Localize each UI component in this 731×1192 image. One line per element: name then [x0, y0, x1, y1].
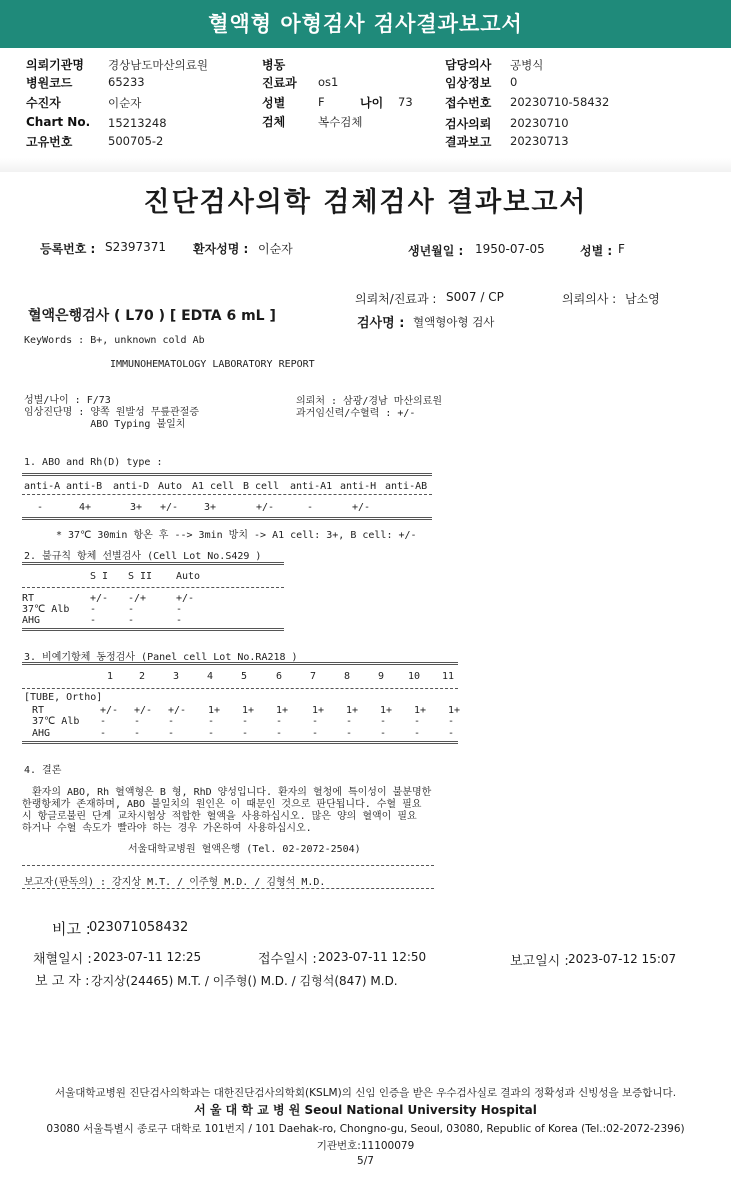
report-value: 2023-07-12 15:07	[568, 952, 677, 966]
header-field-value: 0	[510, 75, 518, 89]
panel-header-cell: 1	[107, 671, 114, 682]
panel-cell: -	[380, 728, 387, 739]
panel-cell: -	[276, 716, 283, 727]
header-field-label: 담당의사	[445, 58, 492, 72]
header-field-value: 500705-2	[108, 134, 164, 148]
collect-label: 채혈일시 :	[33, 952, 92, 967]
panel-header-cell: 2	[139, 671, 146, 682]
header-field-label: 임상정보	[445, 76, 492, 90]
panel-cell: -	[346, 728, 353, 739]
conclusion-line: 환자의 ABO, Rh 혈액형은 B 형, RhD 양성입니다. 환자의 혈청에 특이성이 불분명한	[32, 787, 432, 798]
panel-cell: -	[312, 716, 319, 727]
screen-header-cell: Auto	[176, 571, 201, 582]
screen-cell: +/-	[90, 593, 109, 604]
panel-cell: -	[448, 728, 455, 739]
header-field-label: 검사의뢰	[445, 117, 492, 131]
rule	[22, 628, 284, 631]
abo-header-cell: anti-H	[340, 481, 377, 492]
header-field-label: 성별	[262, 96, 286, 110]
panel-header-cell: 8	[344, 671, 351, 682]
rule	[22, 865, 434, 866]
header-field-label: 검체	[262, 115, 286, 129]
info-history: 과거임신력/수혈력 : +/-	[296, 408, 416, 419]
header-field-value: 20230713	[510, 134, 569, 148]
dob-value: 1950-07-05	[475, 242, 545, 256]
remark-label: 비고 :	[52, 920, 91, 938]
rule	[22, 888, 434, 889]
panel-cell: 1+	[312, 705, 325, 716]
header-field-label: 고유번호	[26, 135, 73, 149]
abo-value-cell: 4+	[79, 502, 92, 513]
panel-header-cell: 6	[276, 671, 283, 682]
panel-cell: -	[100, 716, 107, 727]
panel-cell: 1+	[380, 705, 393, 716]
page-number: 5/7	[357, 1155, 374, 1167]
dept-label: 의뢰처/진료과 :	[355, 292, 437, 306]
section1-title: 1. ABO and Rh(D) type :	[24, 457, 163, 468]
panel-cell: -	[380, 716, 387, 727]
panel-cell: -	[208, 716, 215, 727]
lab-title: IMMUNOHEMATOLOGY LABORATORY REPORT	[110, 359, 315, 370]
conclusion-line: 시 항글로불린 단계 교차시험상 적합한 혈액을 사용하십시오. 많은 양의 혈액이 필요	[22, 811, 417, 822]
patient-label: 환자성명 :	[193, 242, 249, 256]
hospital-name: 서 울 대 학 교 병 원 Seoul National University Hospital	[194, 1103, 537, 1117]
header-field-value: 65233	[108, 75, 145, 89]
blood-bank: 서울대학교병원 혈액은행 (Tel. 02-2072-2504)	[128, 844, 361, 855]
screen-cell: -	[176, 615, 183, 626]
panel-header-cell: 5	[241, 671, 248, 682]
dept-value: S007 / CP	[446, 290, 504, 304]
panel-cell: +/-	[134, 705, 153, 716]
header-field-label: Chart No.	[26, 115, 91, 129]
header-field-value: 73	[398, 95, 413, 109]
info-referrer: 의뢰처 : 삼광/경남 마산의료원	[296, 396, 443, 407]
header-field-label: 결과보고	[445, 135, 492, 149]
header-field-label: 나이	[360, 96, 384, 110]
screen-row-label: RT	[22, 593, 35, 604]
header-field-value: 경상남도마산의료원	[108, 58, 208, 72]
abo-value-cell: -	[307, 502, 314, 513]
hospital-address: 03080 서울특별시 종로구 대학로 101번지 / 101 Daehak-ro, Chongno-gu, Seoul, 03080, Republic of Korea (Tel.:02-2072-2396)	[46, 1123, 685, 1135]
screen-header-cell: S II	[128, 571, 153, 582]
panel-cell: -	[242, 728, 249, 739]
panel-cell: -	[414, 728, 421, 739]
header-field-value: 20230710	[510, 116, 569, 130]
panel-cell: 1+	[242, 705, 255, 716]
panel-cell: 1+	[414, 705, 427, 716]
report-label: 보고일시 :	[510, 954, 569, 969]
panel-header-cell: 4	[207, 671, 214, 682]
reporter-line: 보고자(판독의) : 강지상 M.T. / 이주형 M.D. / 김형석 M.D.	[24, 877, 326, 888]
panel-cell: +/-	[168, 705, 187, 716]
panel-row-label: AHG	[32, 728, 51, 739]
header-field-label: 수진자	[26, 96, 61, 110]
screen-row-label: 37℃ Alb	[22, 604, 70, 615]
reporter-value: 강지상(24465) M.T. / 이주형() M.D. / 김형석(847) M.D.	[91, 974, 398, 988]
keywords: KeyWords : B+, unknown cold Ab	[24, 335, 205, 346]
abo-note: * 37℃ 30min 항온 후 --> 3min 방치 -> A1 cell: 3+, B cell: +/-	[56, 530, 417, 541]
abo-header-cell: anti-D	[113, 481, 150, 492]
panel-cell: -	[134, 716, 141, 727]
panel-header-cell: 7	[310, 671, 317, 682]
conclusion-line: 한랭항체가 존재하며, ABO 불일치의 원인은 이 때문인 것으로 판단됩니다. 수혈 필요	[22, 799, 422, 810]
abo-value-cell: +/-	[256, 502, 275, 513]
info-diagnosis: 임상진단명 : 양쪽 원발성 무릎관절증	[24, 407, 200, 418]
header-field-value: 공병식	[510, 58, 544, 72]
rule	[22, 517, 432, 520]
cert-statement: 서울대학교병원 진단검사의학과는 대한진단검사의학회(KSLM)의 신임 인증을 받은 우수검사실로 결과의 정확성과 신빙성을 보증합니다.	[54, 1087, 677, 1099]
page-separator	[0, 158, 731, 172]
panel-cell: 1+	[208, 705, 221, 716]
screen-cell: -	[90, 615, 97, 626]
rule	[22, 662, 458, 665]
screen-cell: -	[90, 604, 97, 615]
screen-header-cell: S I	[90, 571, 109, 582]
header-field-value: 복수검체	[318, 115, 363, 129]
header-field-value: 이순자	[108, 96, 142, 110]
panel-cell: -	[276, 728, 283, 739]
abo-header-cell: anti-B	[66, 481, 103, 492]
panel-cell: -	[448, 716, 455, 727]
dob-label: 생년월일 :	[408, 244, 464, 258]
sex-label: 성별 :	[580, 244, 613, 258]
section2-title: 2. 불규칙 항체 선별검사 (Cell Lot No.S429 )	[24, 551, 262, 562]
rule	[22, 688, 458, 689]
info-sex-age: 성별/나이 : F/73	[24, 395, 111, 406]
panel-header-cell: 9	[378, 671, 385, 682]
rule	[22, 494, 432, 495]
panel-cell: -	[134, 728, 141, 739]
header-field-label: 접수번호	[445, 96, 492, 110]
patient-value: 이순자	[258, 242, 293, 256]
abo-header-cell: anti-AB	[385, 481, 428, 492]
screen-cell: -	[176, 604, 183, 615]
doctor-label: 의뢰의사 :	[562, 292, 617, 306]
screen-cell: -/+	[128, 593, 147, 604]
rule	[22, 562, 284, 565]
abo-header-cell: A1 cell	[192, 481, 235, 492]
panel-header-cell: 3	[173, 671, 180, 682]
receive-label: 접수일시 :	[258, 952, 317, 967]
header-field-label: 병동	[262, 58, 286, 72]
panel-row-label: 37℃ Alb	[32, 716, 80, 727]
abo-header-cell: Auto	[158, 481, 183, 492]
abo-value-cell: +/-	[160, 502, 179, 513]
header-field-label: 의뢰기관명	[26, 58, 84, 72]
abo-header-cell: B cell	[243, 481, 280, 492]
reg-value: S2397371	[105, 240, 167, 254]
screen-cell: -	[128, 615, 135, 626]
rule	[22, 741, 458, 744]
panel-cell: 1+	[448, 705, 461, 716]
report-title: 진단검사의학 검체검사 결과보고서	[143, 187, 588, 218]
panel-method: [TUBE, Ortho]	[24, 692, 103, 703]
screen-cell: +/-	[176, 593, 195, 604]
panel-header-cell: 10	[408, 671, 421, 682]
panel-cell: 1+	[276, 705, 289, 716]
page-title: 혈액형 아형검사 검사결과보고서	[208, 12, 523, 36]
header-field-value: os1	[318, 75, 339, 89]
test-name-label: 검사명 :	[357, 316, 405, 331]
header-field-value: F	[318, 95, 325, 109]
panel-cell: -	[346, 716, 353, 727]
sex-value: F	[618, 242, 625, 256]
abo-value-cell: 3+	[204, 502, 217, 513]
panel-cell: -	[168, 716, 175, 727]
header-field-label: 병원코드	[26, 76, 73, 90]
panel-cell: -	[312, 728, 319, 739]
agency-number: 기관번호:11100079	[316, 1140, 415, 1152]
panel-cell: -	[100, 728, 107, 739]
doctor-value: 남소영	[625, 292, 660, 306]
screen-cell: -	[128, 604, 135, 615]
panel-header-cell: 11	[442, 671, 455, 682]
header-field-value: 20230710-58432	[510, 95, 610, 109]
panel-cell: -	[168, 728, 175, 739]
abo-value-cell: +/-	[352, 502, 371, 513]
panel-cell: -	[414, 716, 421, 727]
abo-header-cell: anti-A	[24, 481, 61, 492]
header-field-value: 15213248	[108, 116, 167, 130]
collect-value: 2023-07-11 12:25	[93, 950, 202, 964]
abo-value-cell: -	[37, 502, 44, 513]
conclusion-line: 하거나 수혈 속도가 빨라야 하는 경우 가온하여 사용하십시오.	[22, 823, 312, 834]
receive-value: 2023-07-11 12:50	[318, 950, 427, 964]
info-abo-mismatch: ABO Typing 불일치	[24, 419, 186, 430]
header-field-label: 진료과	[262, 76, 297, 90]
screen-row-label: AHG	[22, 615, 41, 626]
test-name-value: 혈액형아형 검사	[413, 315, 495, 329]
rule	[22, 473, 432, 476]
section4-title: 4. 결론	[24, 765, 62, 776]
reg-label: 등록번호 :	[40, 242, 96, 256]
panel-cell: -	[208, 728, 215, 739]
remark-value: 023071058432	[89, 920, 189, 935]
section3-title: 3. 비예기항체 동정검사 (Panel cell Lot No.RA218 )	[24, 652, 298, 663]
rule	[22, 587, 284, 588]
panel-cell: 1+	[346, 705, 359, 716]
panel-row-label: RT	[32, 705, 45, 716]
panel-cell: +/-	[100, 705, 119, 716]
abo-header-cell: anti-A1	[290, 481, 333, 492]
panel-cell: -	[242, 716, 249, 727]
reporter-label: 보 고 자 :	[35, 974, 90, 989]
test-title: 혈액은행검사 ( L70 ) [ EDTA 6 mL ]	[28, 308, 276, 324]
abo-value-cell: 3+	[130, 502, 143, 513]
